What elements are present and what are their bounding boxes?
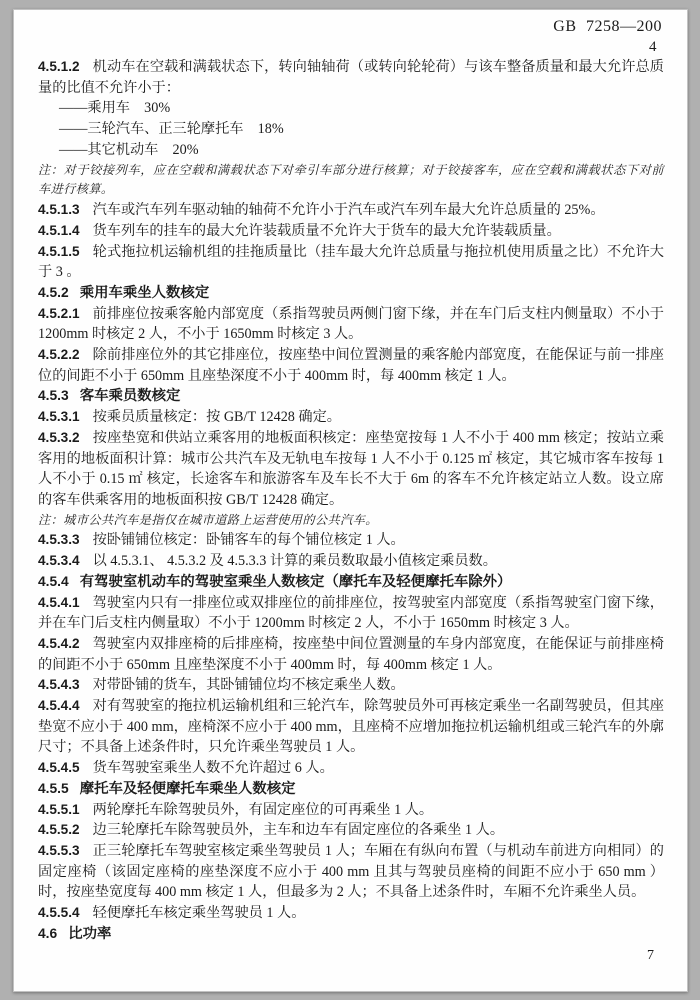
clause-text: 按座垫宽和供站立乘客用的地板面积核定：座垫宽按每 1 人不小于 400 mm 核定；按站立乘客用的地板面积计算：城市公共汽车及无轨电车按每 1 人不小于 0.125 ㎡ 核定，其它城市客车按每 1 人不小于 0.15 ㎡ 核定，长途客车和旅游客车及车长不大于 6m 的客车不允许核定站立人数。设立席的客车供乘客用的地板面积按 GB/T 12428 确定。 bbox=[38, 429, 664, 508]
heading-text: 有驾驶室机动车的驾驶室乘坐人数核定（摩托车及轻便摩托车除外） bbox=[79, 573, 512, 590]
clause-number: 4.5.4.3 bbox=[38, 677, 80, 693]
clause-number: 4.5.4.2 bbox=[38, 635, 80, 651]
clause-number: 4.5.5.1 bbox=[38, 801, 80, 817]
clause-number: 4.5.3.2 bbox=[38, 429, 80, 445]
clause-text: 机动车在空载和满载状态下，转向轴轴荷（或转向轮轮荷）与该车整备质量和最大允许总质量的比值不允许小于： bbox=[38, 59, 664, 96]
clause-number: 4.5.4.4 bbox=[38, 698, 80, 714]
clause-4-5-5-4 bbox=[38, 903, 664, 924]
clause-4-5-3-1 bbox=[38, 407, 664, 428]
heading-text: 乘用车乘坐人数核定 bbox=[79, 284, 210, 301]
clause-number: 4.5.5.3 bbox=[38, 843, 80, 858]
clause-4-5-3-2 bbox=[38, 428, 664, 511]
heading-4-5-4 bbox=[38, 572, 664, 593]
dash-item-2 bbox=[38, 119, 664, 140]
clause-text: 货车驾驶室乘坐人数不允许超过 6 人。 bbox=[92, 760, 334, 777]
heading-4-6 bbox=[38, 924, 664, 945]
clause-text: 正三轮摩托车驾驶室核定乘坐驾驶员 1 人；车厢在有纵向布置（与机动车前进方向相同）的固定座椅（该固定座椅的座垫深度不应小于 400 mm 且其与驾驶员座椅的间距不应小于 650 mm ）时，按座垫宽度每 400 mm 核定 1 人，但最多为 2 人；不具备上述条件时，车厢不允许乘坐人员。 bbox=[38, 843, 664, 901]
clause-text: 注：对于铰接列车，应在空载和满载状态下对牵引车部分进行核算；对于铰接客车，应在空载和满载状态下对前车进行核算。 bbox=[38, 162, 664, 197]
note-item-14 bbox=[38, 511, 664, 531]
heading-text: 客车乘员数核定 bbox=[79, 388, 181, 405]
clause-number: 4.5.2.2 bbox=[38, 347, 80, 363]
note-item-4 bbox=[38, 161, 664, 201]
clause-text: 对带卧铺的货车，其卧铺铺位均不核定乘坐人数。 bbox=[92, 677, 405, 694]
clause-number: 4.5.2 bbox=[38, 284, 69, 300]
clause-4-5-5-3 bbox=[38, 841, 664, 903]
clause-text: 除前排座位外的其它排座位，按座垫中间位置测量的乘客舱内部宽度，在能保证与前一排座位的间距不小于 650mm 且座垫深度不小于 400mm 时，每 400mm 核定 1 人。 bbox=[38, 347, 664, 384]
document-body bbox=[38, 57, 664, 945]
clause-4-5-1-3 bbox=[38, 200, 664, 221]
heading-4-5-5 bbox=[38, 779, 664, 800]
clause-text: 汽车或汽车列车驱动轴的轴荷不允许小于汽车或汽车列车最大允许总质量的 25%。 bbox=[92, 202, 605, 219]
clause-text: 按乘员质量核定：按 GB/T 12428 确定。 bbox=[92, 409, 341, 426]
clause-number: 4.5.1.3 bbox=[38, 202, 80, 218]
clause-4-5-1-4 bbox=[38, 221, 664, 242]
clause-number: 4.5.3.4 bbox=[38, 553, 80, 569]
clause-number: 4.5.1.2 bbox=[38, 59, 80, 74]
clause-number: 4.6 bbox=[38, 925, 58, 941]
clause-text: ——乘用车 30% bbox=[59, 100, 171, 117]
clause-text: 货车列车的挂车的最大允许装载质量不允许大于货车的最大允许装载质量。 bbox=[92, 222, 561, 239]
clause-number: 4.5.1.5 bbox=[38, 243, 80, 259]
heading-text: 摩托车及轻便摩托车乘坐人数核定 bbox=[79, 780, 296, 797]
clause-text: 对有驾驶室的拖拉机运输机组和三轮汽车，除驾驶员外可再核定乘坐一名副驾驶员，但其座垫宽不应小于 400 mm，座椅深不应小于 400 mm，且座椅不应增加拖拉机运输机组或三轮汽车的外廓尺寸；不具备上述条件时，只允许乘坐驾驶员 1 人。 bbox=[38, 698, 664, 756]
clause-4-5-4-5 bbox=[38, 758, 664, 779]
clause-number: 4.5.4.5 bbox=[38, 760, 80, 776]
clause-4-5-5-2 bbox=[38, 820, 664, 841]
clause-4-5-2-2 bbox=[38, 345, 664, 386]
clause-number: 4.5.5 bbox=[38, 780, 69, 796]
clause-text: 驾驶室内只有一排座位或双排座位的前排座位，按驾驶室内部宽度（系指驾驶室门窗下缘，并在车门后支柱内侧量取）不小于 1200mm 时核定 2 人，不小于 1650mm 时核定 3 人。 bbox=[38, 594, 664, 632]
heading-text: 比功率 bbox=[68, 925, 112, 942]
clause-number: 4.5.3 bbox=[38, 388, 69, 404]
clause-number: 4.5.3.1 bbox=[38, 409, 80, 425]
clause-number: 4.5.1.4 bbox=[38, 222, 80, 238]
clause-4-5-4-3 bbox=[38, 675, 664, 696]
clause-text: ——其它机动车 20% bbox=[59, 141, 199, 158]
standard-code: GB 7258—200 bbox=[553, 18, 662, 35]
clause-4-5-4-4 bbox=[38, 696, 664, 758]
clause-text: 按卧铺铺位核定：卧铺客车的每个铺位核定 1 人。 bbox=[92, 532, 405, 549]
clause-number: 4.5.4.1 bbox=[38, 594, 80, 610]
clause-text: 前排座位按乘客舱内部宽度（系指驾驶员两侧门窗下缘，并在车门后支柱内侧量取）不小于 1200mm 时核定 2 人，不小于 1650mm 时核定 3 人。 bbox=[38, 305, 664, 343]
clause-text: 轮式拖拉机运输机组的挂拖质量比（挂车最大允许总质量与拖拉机使用质量之比）不允许大于 3 。 bbox=[38, 243, 664, 281]
clause-text: 轻便摩托车核定乘坐驾驶员 1 人。 bbox=[92, 905, 306, 922]
clause-text: 以 4.5.3.1、 4.5.3.2 及 4.5.3.3 计算的乘员数取最小值核定乘员数。 bbox=[92, 553, 497, 570]
clause-text: 两轮摩托车除驾驶员外，有固定座位的可再乘坐 1 人。 bbox=[92, 801, 434, 818]
heading-4-5-3 bbox=[38, 386, 664, 407]
page-header bbox=[553, 16, 662, 58]
clause-text: 驾驶室内双排座椅的后排座椅，按座垫中间位置测量的车身内部宽度，在能保证与前排座椅的间距不小于 650mm 且座垫深度不小于 400mm 时，每 400mm 核定 1 人。 bbox=[38, 635, 664, 673]
clause-4-5-4-1 bbox=[38, 593, 664, 634]
standard-code-wrap: 4 bbox=[649, 39, 657, 55]
clause-4-5-4-2 bbox=[38, 634, 664, 675]
dash-item-3 bbox=[38, 140, 664, 161]
page-number: 7 bbox=[647, 948, 654, 963]
clause-number: 4.5.2.1 bbox=[38, 305, 80, 321]
clause-4-5-1-5 bbox=[38, 242, 664, 283]
clause-number: 4.5.5.2 bbox=[38, 822, 80, 838]
clause-text: 边三轮摩托车除驾驶员外，主车和边车有固定座位的各乘坐 1 人。 bbox=[92, 822, 505, 839]
clause-4-5-3-3 bbox=[38, 530, 664, 551]
clause-4-5-1-2 bbox=[38, 57, 664, 98]
clause-4-5-3-4 bbox=[38, 551, 664, 572]
clause-number: 4.5.3.3 bbox=[38, 532, 80, 548]
clause-number: 4.5.4 bbox=[38, 573, 69, 589]
clause-4-5-2-1 bbox=[38, 304, 664, 345]
clause-4-5-5-1 bbox=[38, 800, 664, 821]
dash-item-1 bbox=[38, 98, 664, 119]
heading-4-5-2 bbox=[38, 283, 664, 304]
clause-number: 4.5.5.4 bbox=[38, 905, 80, 921]
clause-text: ——三轮汽车、正三轮摩托车 18% bbox=[59, 121, 284, 138]
clause-text: 注：城市公共汽车是指仅在城市道路上运营使用的公共汽车。 bbox=[38, 512, 378, 527]
